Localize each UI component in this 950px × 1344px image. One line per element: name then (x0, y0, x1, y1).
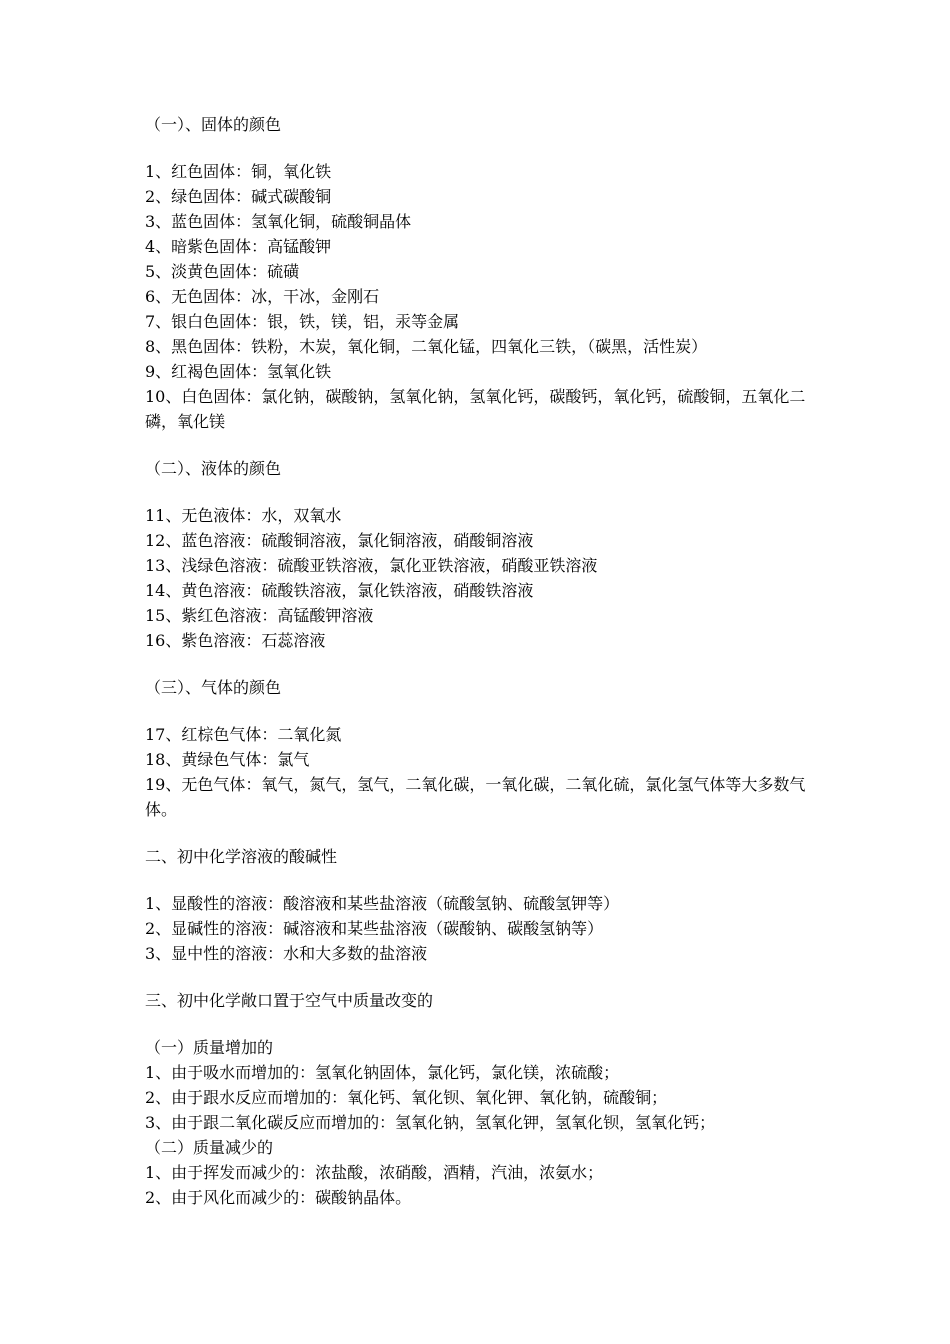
list-item: 15、紫红色溶液：高锰酸钾溶液 (145, 606, 374, 625)
list-item: 3、显中性的溶液：水和大多数的盐溶液 (145, 944, 428, 963)
list-item: 5、淡黄色固体：硫磺 (145, 262, 300, 281)
subsection-heading-mass-increase: （一）质量增加的 (145, 1038, 274, 1057)
list-item: 3、由于跟二氧化碳反应而增加的：氢氧化钠，氢氧化钾，氢氧化钡，氢氧化钙； (145, 1113, 716, 1132)
section-heading-mass-change: 三、初中化学敞口置于空气中质量改变的 (145, 991, 434, 1010)
list-item: 1、由于吸水而增加的：氢氧化钠固体，氯化钙，氯化镁，浓硫酸； (145, 1063, 620, 1082)
list-item: 11、无色液体：水，双氧水 (145, 506, 342, 525)
list-item: 18、黄绿色气体：氯气 (145, 750, 310, 769)
list-item: 8、黑色固体：铁粉，木炭，氧化铜，二氧化锰，四氧化三铁，（碳黑，活性炭） (145, 337, 708, 356)
list-item: 6、无色固体：冰，干冰，金刚石 (145, 287, 380, 306)
list-item: 14、黄色溶液：硫酸铁溶液，氯化铁溶液，硝酸铁溶液 (145, 581, 534, 600)
list-item: 9、红褐色固体：氢氧化铁 (145, 362, 332, 381)
document-page (145, 112, 815, 1210)
list-item: 3、蓝色固体：氢氧化铜，硫酸铜晶体 (145, 212, 412, 231)
list-item: 1、红色固体：铜，氧化铁 (145, 162, 332, 181)
list-item: 4、暗紫色固体：高锰酸钾 (145, 237, 332, 256)
section-heading-solid-colors: （一）、固体的颜色 (145, 115, 282, 134)
section-heading-liquid-colors: （二）、液体的颜色 (145, 459, 282, 478)
list-item: 7、银白色固体：银，铁，镁，铝，汞等金属 (145, 312, 460, 331)
list-item: 1、显酸性的溶液：酸溶液和某些盐溶液（硫酸氢钠、硫酸氢钾等） (145, 894, 620, 913)
list-item: 10、白色固体：氯化钠，碳酸钠，氢氧化钠，氢氧化钙，碳酸钙，氧化钙，硫酸铜，五氧化二磷，氧化镁 (145, 387, 806, 431)
list-item: 2、由于风化而减少的：碳酸钠晶体。 (145, 1188, 412, 1207)
list-item: 17、红棕色气体：二氧化氮 (145, 725, 342, 744)
section-heading-gas-colors: （三）、气体的颜色 (145, 678, 282, 697)
subsection-heading-mass-decrease: （二）质量减少的 (145, 1138, 274, 1157)
list-item: 13、浅绿色溶液：硫酸亚铁溶液，氯化亚铁溶液，硝酸亚铁溶液 (145, 556, 598, 575)
list-item: 2、绿色固体：碱式碳酸铜 (145, 187, 332, 206)
list-item: 19、无色气体：氧气，氮气，氢气，二氧化碳，一氧化碳，二氧化硫，氯化氢气体等大多数气体。 (145, 775, 806, 819)
list-item: 2、由于跟水反应而增加的：氧化钙、氧化钡、氧化钾、氧化钠，硫酸铜； (145, 1088, 668, 1107)
section-heading-acidity: 二、初中化学溶液的酸碱性 (145, 847, 338, 866)
list-item: 16、紫色溶液：石蕊溶液 (145, 631, 326, 650)
list-item: 2、显碱性的溶液：碱溶液和某些盐溶液（碳酸钠、碳酸氢钠等） (145, 919, 604, 938)
list-item: 1、由于挥发而减少的：浓盐酸，浓硝酸，酒精，汽油，浓氨水； (145, 1163, 604, 1182)
list-item: 12、蓝色溶液：硫酸铜溶液，氯化铜溶液，硝酸铜溶液 (145, 531, 534, 550)
